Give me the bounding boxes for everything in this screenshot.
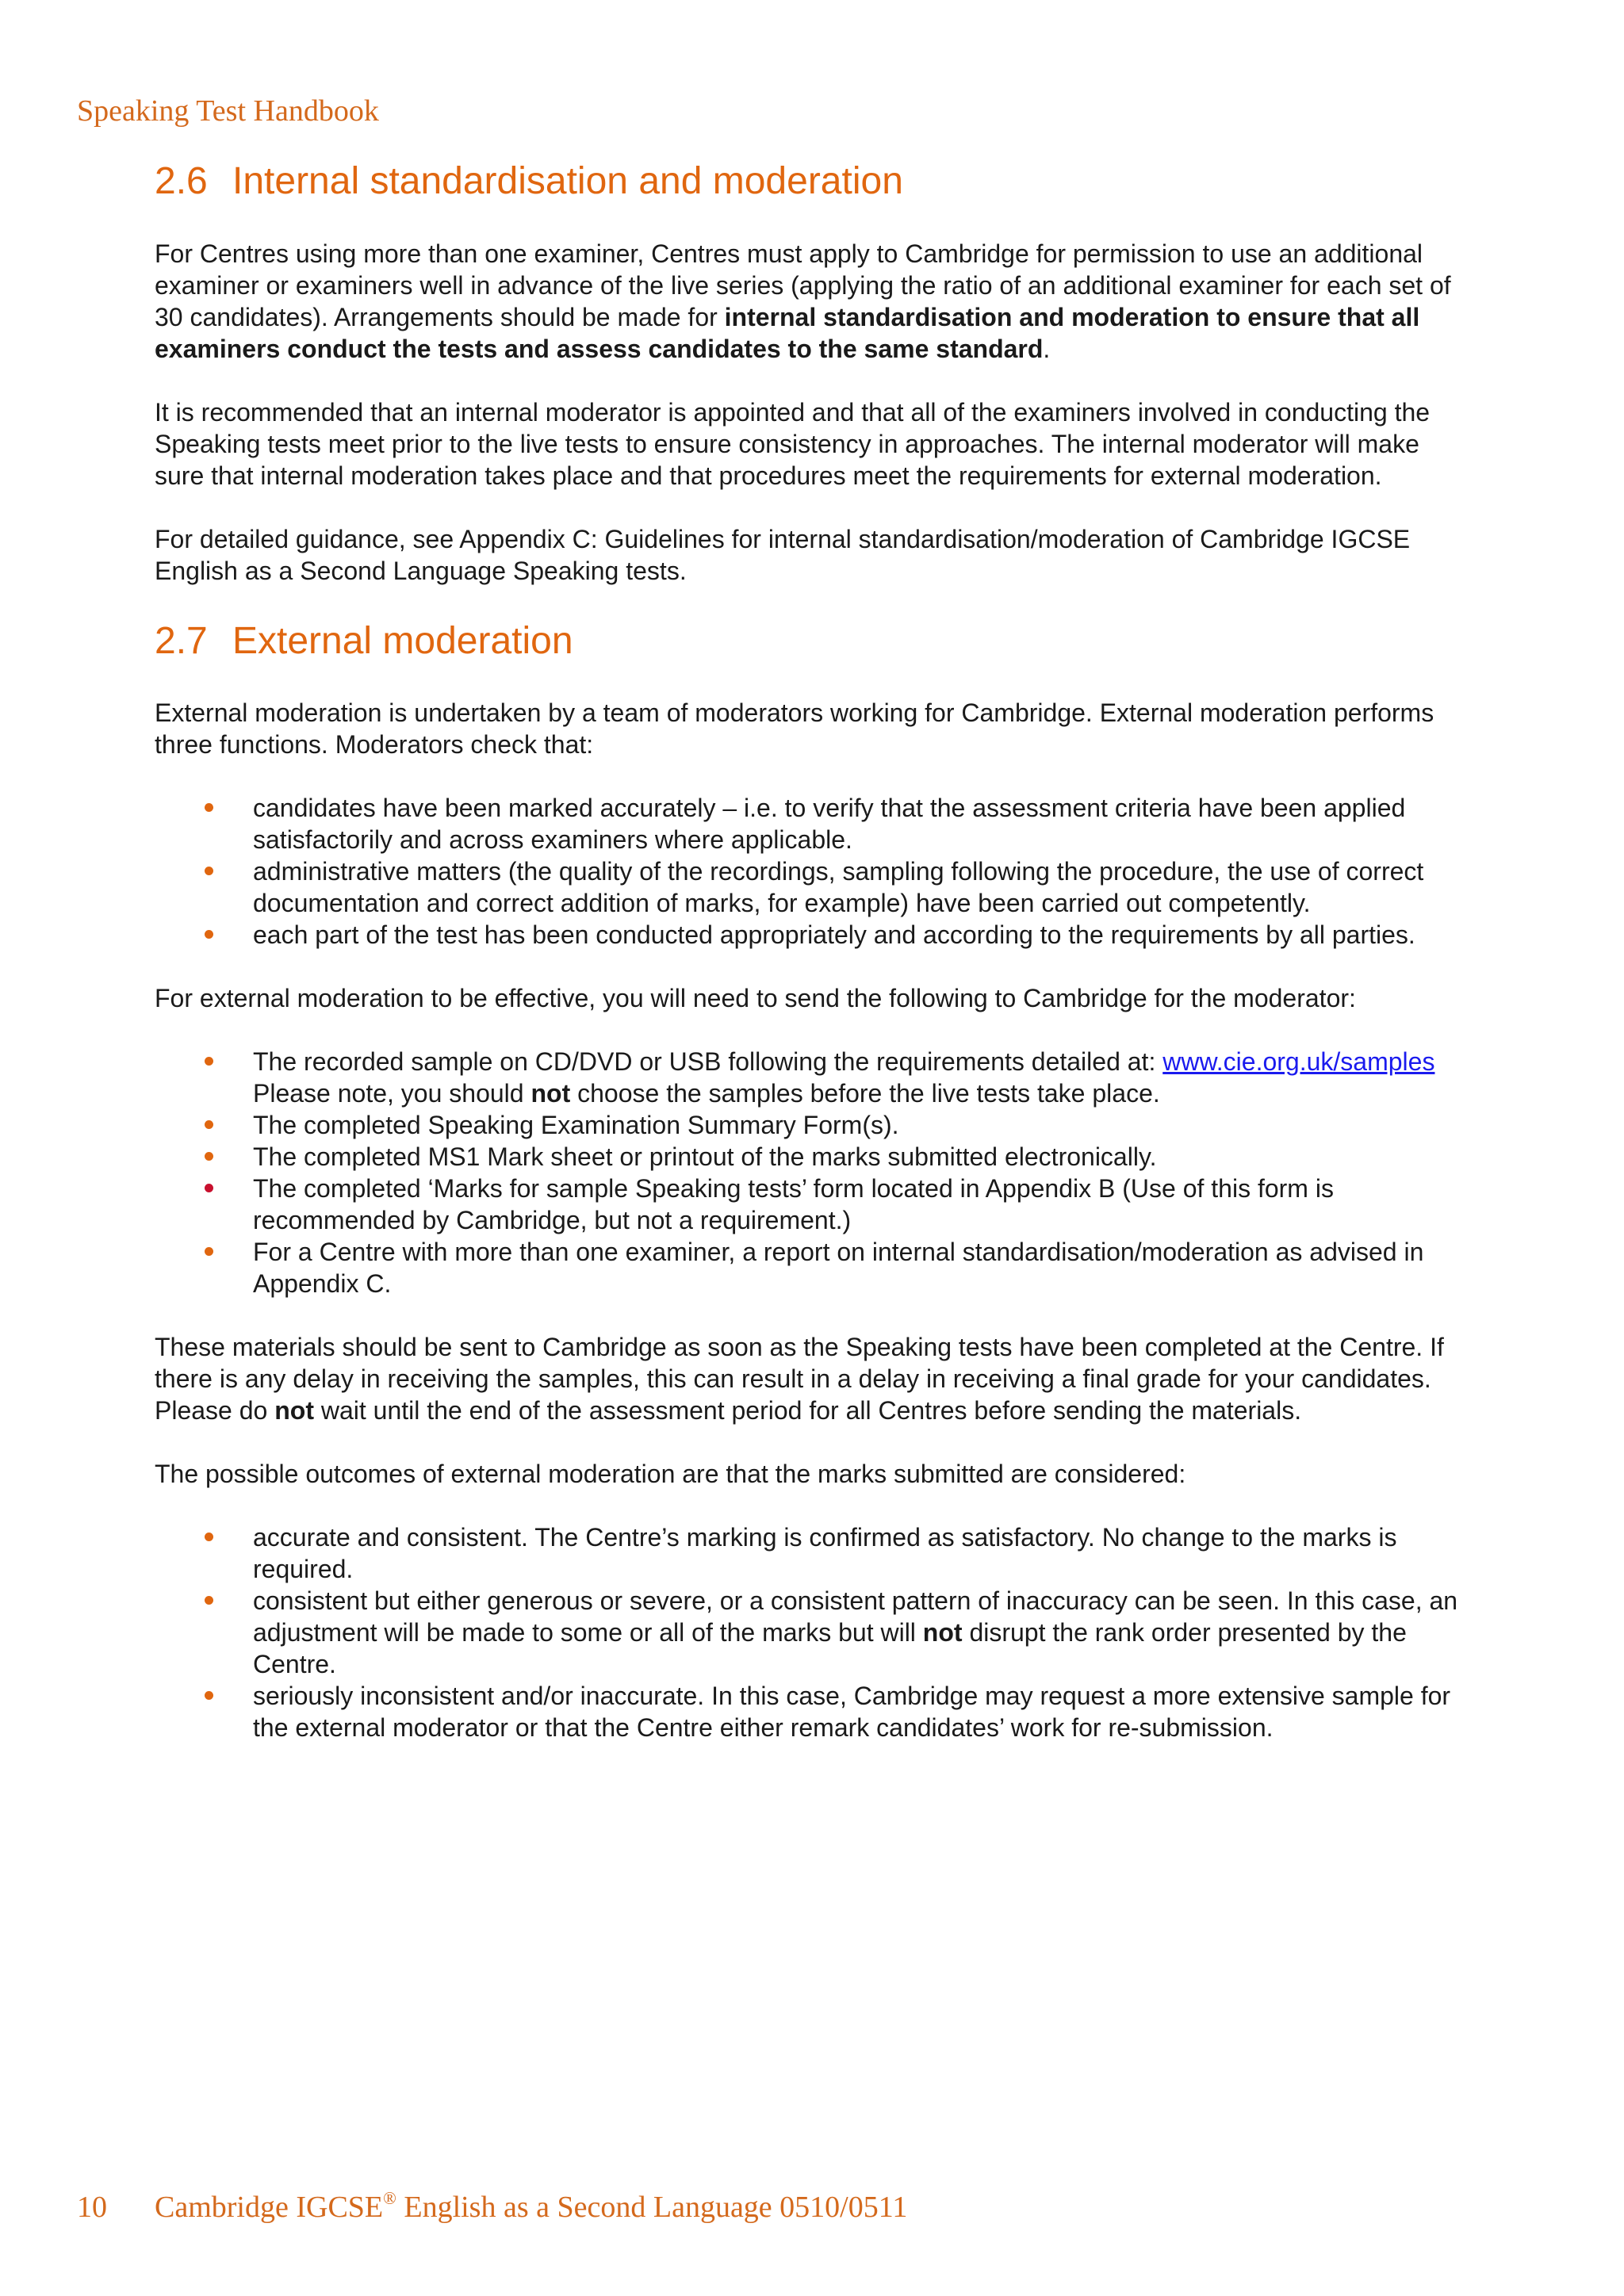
paragraph: For detailed guidance, see Appendix C: Guidelines for internal standardisation/moderation of Cambridge IGCSE English as a Second Language Speaking tests. xyxy=(155,524,1411,585)
footer-title-rest: English as a Second Language 0510/0511 xyxy=(396,2191,908,2224)
paragraph xyxy=(155,238,1471,365)
list-item-text: seriously inconsistent and/or inaccurate. In this case, Cambridge may request a more extensive sample for the external moderator or that the Centre either remark candidates’ work for re-submission. xyxy=(253,1682,1451,1743)
bullet-icon xyxy=(205,1184,213,1192)
bullet-icon xyxy=(205,930,213,939)
outcomes-list xyxy=(155,1521,1471,1743)
bullet-icon xyxy=(205,803,213,812)
list-item-text: disrupt the rank order presented by the Centre. xyxy=(253,1618,1407,1679)
list-item xyxy=(155,919,1471,951)
page-content xyxy=(155,159,1471,1775)
running-header: Speaking Test Handbook xyxy=(77,94,379,128)
samples-link[interactable]: www.cie.org.uk/samples xyxy=(1162,1047,1435,1077)
moderator-checks-list xyxy=(155,792,1471,951)
paragraph: The possible outcomes of external moderation are that the marks submitted are considered: xyxy=(155,1460,1186,1489)
list-item-text: The completed Speaking Examination Summary Form(s). xyxy=(253,1111,899,1140)
paragraph xyxy=(155,1331,1471,1426)
list-item-text: The completed MS1 Mark sheet or printout of the marks submitted electronically. xyxy=(253,1142,1157,1172)
paragraph: It is recommended that an internal moderator is appointed and that all of the examiners involved in conducting the Speaking tests meet prior to the live tests to ensure consistency in approaches. The internal moderator will make sure that internal moderation takes place and that procedures meet the requirements for external moderation. xyxy=(155,397,1431,490)
registered-mark: ® xyxy=(383,2188,396,2208)
bold-text: not xyxy=(530,1079,571,1108)
list-item xyxy=(155,1109,1471,1141)
list-item-text: choose the samples before the live tests take place. xyxy=(570,1079,1160,1108)
bullet-icon xyxy=(205,1691,213,1700)
list-item-text: The completed ‘Marks for sample Speaking tests’ form located in Appendix B (Use of this form is recommended by Cambridge, but not a requirement.) xyxy=(253,1174,1334,1235)
paragraph: External moderation is undertaken by a team of moderators working for Cambridge. External moderation performs three functions. Moderators check that: xyxy=(155,698,1434,760)
list-item xyxy=(155,1046,1471,1109)
bullet-icon xyxy=(205,1152,213,1161)
list-item xyxy=(155,1585,1471,1680)
list-item-text: accurate and consistent. The Centre’s marking is confirmed as satisfactory. No change to the marks is required. xyxy=(253,1523,1397,1584)
bold-text: not xyxy=(274,1396,314,1425)
send-items-list xyxy=(155,1046,1471,1299)
section-title: External moderation xyxy=(232,619,573,662)
list-item xyxy=(155,855,1471,919)
bullet-icon xyxy=(205,1057,213,1066)
section-heading-2-6 xyxy=(155,159,1471,205)
list-item xyxy=(155,1521,1471,1585)
bold-text: internal standardisation and moderation to ensure that all examiners conduct the tests and assess candidates to the same standard xyxy=(155,302,1420,363)
list-item xyxy=(155,1236,1471,1299)
list-item-text: candidates have been marked accurately – i.e. to verify that the assessment criteria have been applied satisfactorily and across examiners where applicable. xyxy=(253,794,1406,855)
list-item xyxy=(155,1173,1471,1236)
text-run: wait until the end of the assessment period for all Centres before sending the materials. xyxy=(313,1396,1302,1425)
bullet-icon xyxy=(205,1596,213,1605)
list-item-text: For a Centre with more than one examiner, a report on internal standardisation/moderation as advised in Appendix C. xyxy=(253,1238,1424,1299)
bullet-icon xyxy=(205,1533,213,1541)
section-title: Internal standardisation and moderation xyxy=(232,160,903,202)
text-run: These materials should be sent to Cambridge as soon as the Speaking tests have been completed at the Centre. If there is any delay in receiving the samples, this can result in a delay in receiving a final grade for your candidates. Please do xyxy=(155,1333,1444,1425)
text-run: . xyxy=(1043,334,1051,363)
list-item-text: consistent but either generous or severe, or a consistent pattern of inaccuracy can be seen. In this case, an adjustment will be made to some or all of the marks but will xyxy=(253,1586,1458,1647)
footer-title: Cambridge IGCSE xyxy=(155,2191,384,2224)
text-run: For Centres using more than one examiner, Centres must apply to Cambridge for permission to use an additional examiner or examiners well in advance of the live series (applying the ratio of an additional examiner for each set of 30 candidates). Arrangements should be made for xyxy=(155,239,1451,331)
list-item-text: Please note, you should xyxy=(253,1079,531,1108)
section-heading-2-7 xyxy=(155,618,1471,664)
list-item-text: each part of the test has been conducted appropriately and according to the requirements by all parties. xyxy=(253,920,1415,950)
section-number: 2.7 xyxy=(155,619,208,662)
list-item xyxy=(155,792,1471,855)
list-item xyxy=(155,1141,1471,1173)
paragraph: For external moderation to be effective, you will need to send the following to Cambridge for the moderator: xyxy=(155,984,1356,1013)
bullet-icon xyxy=(205,1120,213,1129)
list-item-text: administrative matters (the quality of the recordings, sampling following the procedure, the use of correct documentation and correct addition of marks, for example) have been carried out competently. xyxy=(253,857,1424,918)
bullet-icon xyxy=(205,1247,213,1256)
list-item xyxy=(155,1680,1471,1743)
bold-text: not xyxy=(922,1618,963,1647)
section-number: 2.6 xyxy=(155,160,208,202)
bullet-icon xyxy=(205,867,213,875)
page-footer xyxy=(77,2190,907,2225)
list-item-text: The recorded sample on CD/DVD or USB following the requirements detailed at: xyxy=(253,1047,1163,1077)
page-number: 10 xyxy=(77,2191,107,2224)
